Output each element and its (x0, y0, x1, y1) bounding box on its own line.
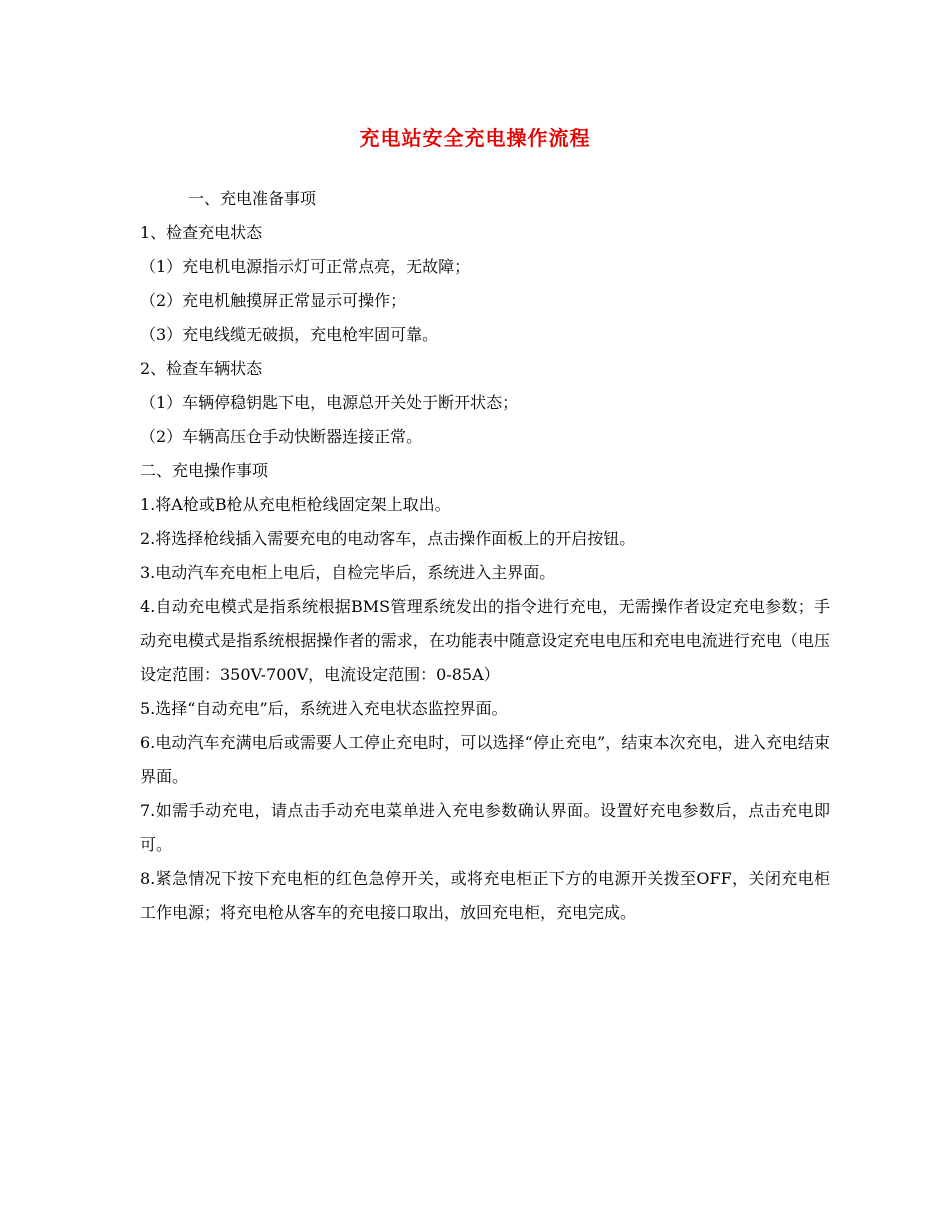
section-heading-preparation: 一、充电准备事项 (188, 189, 317, 208)
step-item: 4.自动充电模式是指系统根据BMS管理系统发出的指令进行充电，无需操作者设定充电参数；手动充电模式是指系统根据操作者的需求，在功能表中随意设定充电电压和充电电流进行充电（电压设定范围：350V-700V，电流设定范围：0-85A） (140, 597, 830, 684)
step-item: 5.选择“自动充电”后，系统进入充电状态监控界面。 (140, 699, 508, 718)
list-item: （3）充电线缆无破损，充电枪牢固可靠。 (140, 325, 439, 344)
step-item: 7.如需手动充电，请点击手动充电菜单进入充电参数确认界面。设置好充电参数后，点击充电即可。 (140, 801, 830, 854)
subsection-heading-charger-status: 1、检查充电状态 (140, 223, 263, 242)
list-item: （2）充电机触摸屏正常显示可操作； (140, 291, 407, 310)
list-item: （1）充电机电源指示灯可正常点亮，无故障； (140, 257, 471, 276)
step-item: 2.将选择枪线插入需要充电的电动客车，点击操作面板上的开启按钮。 (140, 529, 636, 548)
list-item: （1）车辆停稳钥匙下电，电源总开关处于断开状态； (140, 393, 519, 412)
step-item: 3.电动汽车充电柜上电后，自检完毕后，系统进入主界面。 (140, 563, 556, 582)
step-item: 8.紧急情况下按下充电柜的红色急停开关，或将充电柜正下方的电源开关拨至OFF，关闭充电柜工作电源；将充电枪从客车的充电接口取出，放回充电柜，充电完成。 (140, 869, 830, 922)
subsection-heading-vehicle-status: 2、检查车辆状态 (140, 359, 263, 378)
step-item: 6.电动汽车充满电后或需要人工停止充电时，可以选择“停止充电”，结束本次充电，进入充电结束界面。 (140, 733, 830, 786)
document-title: 充电站安全充电操作流程 (359, 126, 591, 150)
list-item: （2）车辆高压仓手动快断器连接正常。 (140, 427, 423, 446)
section-heading-operation: 二、充电操作事项 (140, 461, 269, 480)
document-body (140, 182, 830, 930)
step-item: 1.将A枪或B枪从充电柜枪线固定架上取出。 (140, 495, 451, 514)
